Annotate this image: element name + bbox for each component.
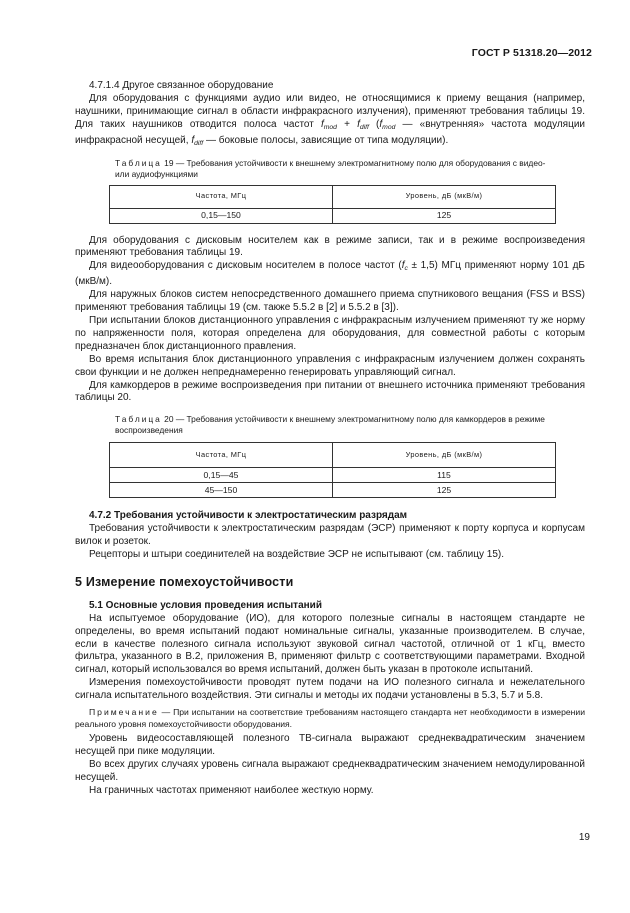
note: Примечание — При испытании на соответствие требованиям настоящего стандарта нет необходимости в измерении реального уровня помехоустойчивости оборудования. — [75, 707, 585, 729]
paragraph-boundary-frequencies: На граничных частотах применяют наиболее жесткую норму. — [89, 784, 374, 796]
paragraph-esd-connectors: Рецепторы и штыри соединителей на воздействие ЭСР не испытывают (см. таблицу 15). — [89, 549, 505, 561]
paragraph-other-level: Во всех других случаях уровень сигнала выражают среднеквадратическим значением немодулированной несущей. — [75, 758, 585, 783]
table-row: 0,15—45 115 — [110, 468, 556, 483]
paragraph-other-equipment: Для оборудования с функциями аудио или видео, не относящимися к приему вещания (например, наушники, принимающие сигнал в области инфракрасного излучения), применяют требования таблицы 19. Для таких наушников отводится полоса частот $f_{mod} + f_{diff}$ ($f_{mod}$ — «внутренняя» частота модуляции инфракрасной несущей, $f_{diff}$ — боковые полосы, зависящие от типа модуляции). — [75, 92, 585, 147]
table-19-header-frequency: Частота, МГц — [110, 185, 333, 208]
paragraph-video-disc: Для видеооборудования с дисковым носителем в полосе частот $(f_c \pm 1,5)$ МГц применяют норму 101 дБ (мкВ/м). — [75, 260, 585, 288]
page-number: 19 — [578, 832, 590, 843]
table-19-caption: Таблица 19 — Требования устойчивости к внешнему электромагнитному полю для оборудования с видео- или аудиофункциями — [115, 157, 546, 179]
paragraph-eut-signals: На испытуемое оборудование (ИО), для которого полезные сигналы в настоящем стандарте не определены, во время испытаний подают номинальные сигналы, указанные производителем. В случае, если в качестве полезного сигнала используют звуковой сигнал частотой, отличной от 1 кГц, вместо фильтра, указанного в В.2, приложения В, применяют фильтр с соответствующими параметрами. Входной сигнал, который использовался во время испытаний, должен быть указан в протоколе испытаний. — [75, 612, 585, 676]
paragraph-disc: Для оборудования с дисковым носителем как в режиме записи, так и в режиме воспроизведения применяют требования таблицы 19. — [75, 234, 585, 259]
paragraph-satellite: Для наружных блоков систем непосредственного домашнего приема спутникового вещания (FSS и BSS) применяют требования таблицы 19 (см. также 5.5.2 в [2] и 5.5.2 в [3]). — [75, 289, 585, 314]
paragraph-camcorders: Для камкордеров в режиме воспроизведения при питании от внешнего источника применяют требования таблицы 20. — [75, 379, 585, 404]
table-19 — [109, 185, 556, 224]
paragraph-remote-function: Во время испытания блок дистанционного управления с инфракрасным излучением должен сохранять свои функции и не должен непреднамеренно генерировать управляющий сигнал. — [75, 353, 585, 378]
table-19-header-level: Уровень, дБ (мкВ/м) — [333, 185, 556, 208]
paragraph-esd: Требования устойчивости к электростатическим разрядам (ЭСР) применяют к порту корпуса и корпусам вилок и розеток. — [75, 523, 585, 548]
heading-section-5: 5 Измерение помехоустойчивости — [75, 574, 294, 589]
paragraph-video-level: Уровень видеосоставляющей полезного ТВ-сигнала выражают среднеквадратическим значением несущей при пике модуляции. — [75, 733, 585, 757]
paragraph-immunity-measurement: Измерения помехоустойчивости проводят путем подачи на ИО полезного сигнала и нежелательного сигнала испытательного воздействия. Эти сигналы и методы их подачи установлены в 5.3, 5.7 и 5.8. — [75, 677, 585, 702]
table-20-caption: Таблица 20 — Требования устойчивости к внешнему электромагнитному полю для камкордеров в режиме воспроизведения — [115, 414, 545, 436]
table-row: 45—150 125 — [110, 483, 556, 498]
paragraph-remote-control: При испытании блоков дистанционного управления с инфракрасным излучением применяют ту же норму по напряженности поля, которая определена для оборудования, для совместной работы с которым предназначен блок дистанционного правления. — [75, 314, 585, 352]
document-header-title: ГОСТ Р 51318.20—2012 — [471, 47, 592, 59]
table-20 — [109, 442, 556, 498]
table-20-header-frequency: Частота, МГц — [110, 443, 333, 468]
table-row: 0,15—150 125 — [110, 208, 556, 223]
page-body — [75, 80, 585, 798]
heading-4-7-2: 4.7.2 Требования устойчивости к электростатическим разрядам — [89, 510, 408, 522]
heading-4-7-1-4: 4.7.1.4 Другое связанное оборудование — [89, 80, 274, 91]
table-20-header-level: Уровень, дБ (мкВ/м) — [333, 443, 556, 468]
heading-5-1: 5.1 Основные условия проведения испытаний — [89, 599, 322, 611]
